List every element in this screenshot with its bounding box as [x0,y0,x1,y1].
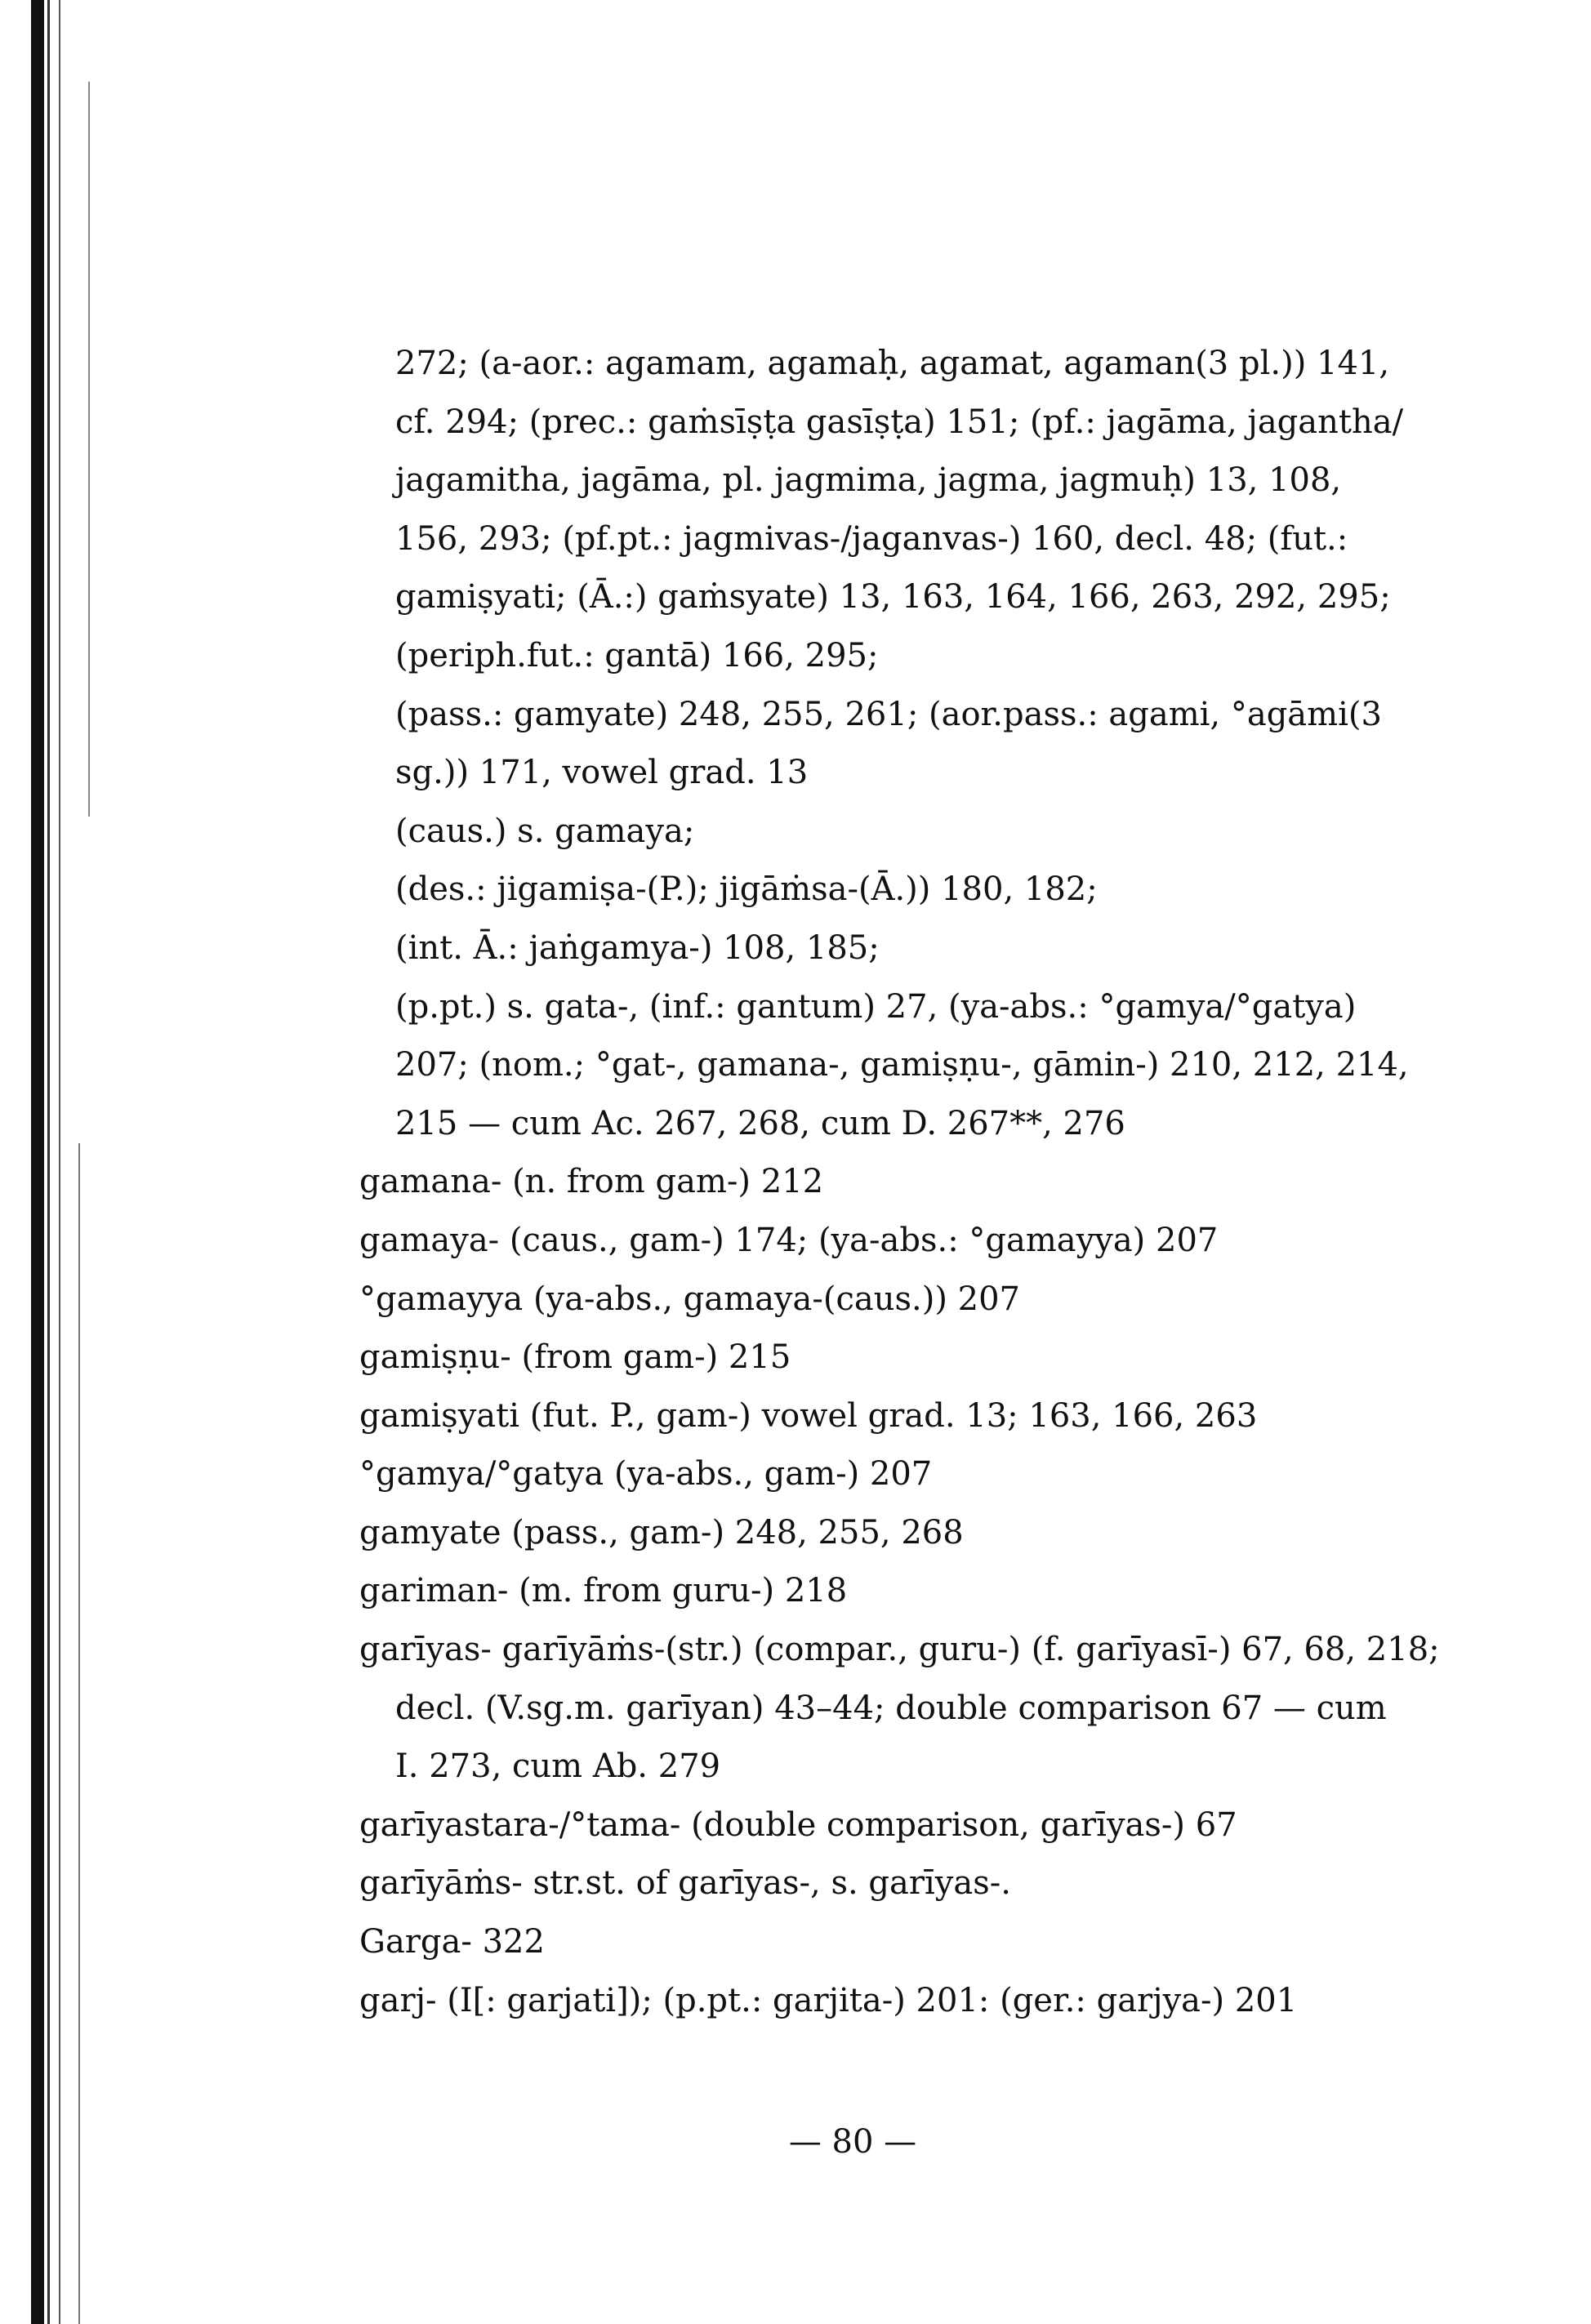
index-entry: Garga- 322 [359,1923,545,1961]
index-entry: gamyate (pass., gam-) 248, 255, 268 [359,1513,964,1552]
index-line: 207; (nom.; °gat-, gamana-, gamiṣṇu-, gāmin-) 210, 212, 214, [395,1046,1409,1084]
index-entry: gariman- (m. from guru-) 218 [359,1572,848,1610]
index-entry: garj- (I[: garjati]); (p.pt.: garjita-) 201: (ger.: garjya-) 201 [359,1981,1298,2019]
index-line: (p.pt.) s. gata-, (inf.: gantum) 27, (ya-abs.: °gamya/°gatya) [395,987,1357,1026]
index-entry: gamiṣṇu- (from gam-) 215 [359,1338,791,1377]
index-entry: gamaya- (caus., gam-) 174; (ya-abs.: °gamayya) 207 [359,1221,1219,1259]
index-entry-continuation: I. 273, cum Ab. 279 [395,1747,721,1786]
binding-line [88,82,90,817]
binding-shadow [31,0,44,2324]
index-line: 156, 293; (pf.pt.: jagmivas-/jaganvas-) 160, decl. 48; (fut.: [395,519,1348,558]
index-entry: garīyastara-/°tama- (double comparison, garīyas-) 67 [359,1805,1237,1844]
scan-binding-edge [0,0,98,2324]
index-line: (int. Ā.: jaṅgamya-) 108, 185; [395,928,880,967]
index-entry-continuation: decl. (V.sg.m. garīyan) 43–44; double comparison 67 — cum [395,1689,1387,1727]
index-line: cf. 294; (prec.: gaṁsīṣṭa gasīṣṭa) 151; (pf.: jagāma, jagantha/ [395,403,1404,441]
index-line: jagamitha, jagāma, pl. jagmima, jagma, jagmuḥ) 13, 108, [395,461,1342,500]
index-line: sg.)) 171, vowel grad. 13 [395,754,809,792]
index-text-block [359,335,1446,2030]
binding-line [59,0,60,2324]
index-entry: °gamya/°gatya (ya-abs., gam-) 207 [359,1455,933,1494]
binding-line [47,0,50,2324]
page-number: — 80 — [788,2123,917,2161]
index-line: (caus.) s. gamaya; [395,812,695,850]
index-entry: gamana- (n. from gam-) 212 [359,1163,824,1201]
index-line: 272; (a-aor.: agamam, agamaḥ, agamat, agaman(3 pl.)) 141, [395,345,1390,382]
index-line: (pass.: gamyate) 248, 255, 261; (aor.pass.: agami, °agāmi(3 [395,695,1382,733]
index-line: 215 — cum Ac. 267, 268, cum D. 267**, 276 [395,1104,1125,1142]
index-entry: gamiṣyati (fut. P., gam-) vowel grad. 13; 163, 166, 263 [359,1396,1258,1435]
index-line: (periph.fut.: gantā) 166, 295; [395,636,879,674]
index-entry: garīyāṁs- str.st. of garīyas-, s. garīyas-. [359,1864,1011,1903]
index-line: (des.: jigamiṣa-(P.); jigāṁsa-(Ā.)) 180, 182; [395,870,1098,909]
index-line: gamiṣyati; (Ā.:) gaṁsyate) 13, 163, 164, 166, 263, 292, 295; [395,578,1391,617]
index-entry: °gamayya (ya-abs., gamaya-(caus.)) 207 [359,1280,1021,1318]
index-entry: garīyas- garīyāṁs-(str.) (compar., guru-) (f. garīyasī-) 67, 68, 218; [359,1631,1440,1669]
